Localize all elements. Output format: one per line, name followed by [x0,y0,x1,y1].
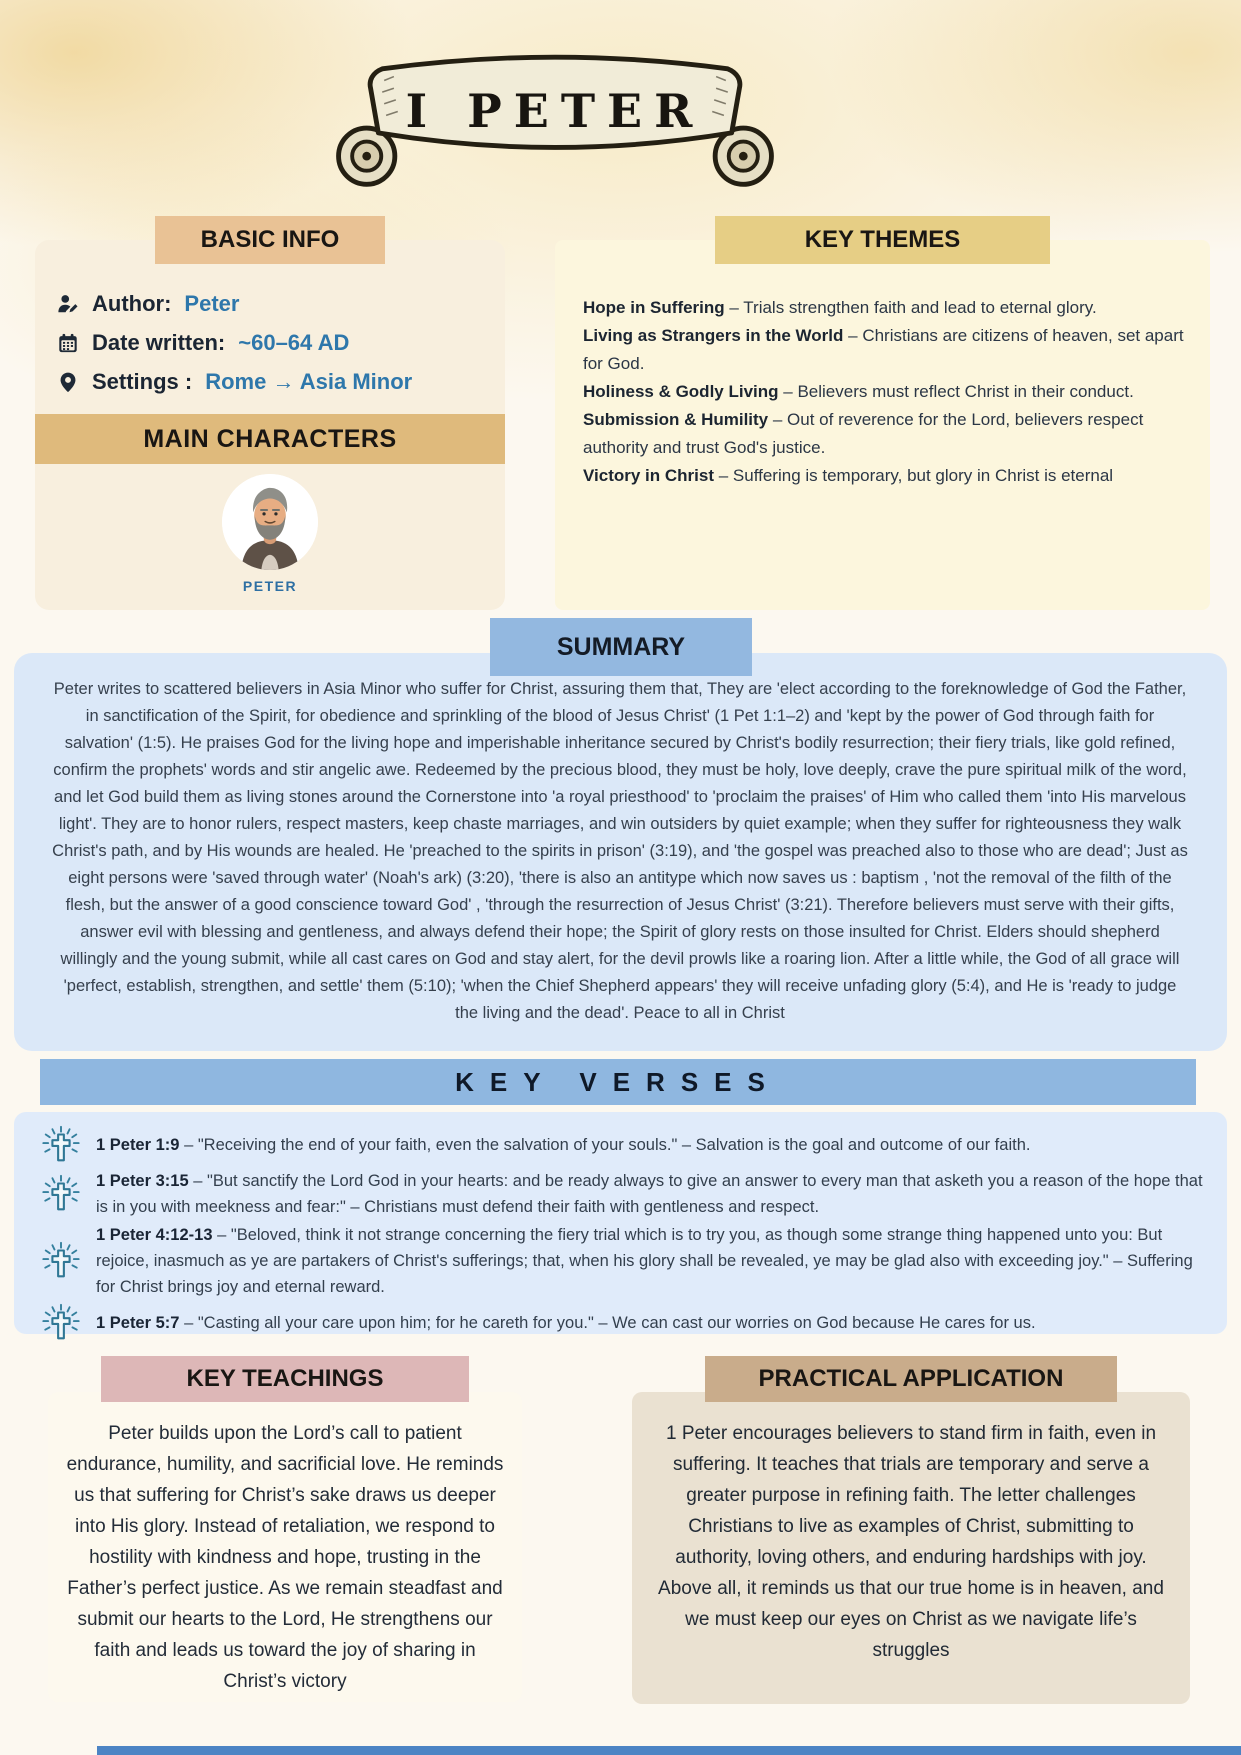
author-label: Author: [92,291,172,316]
verse-text [96,1222,1205,1300]
bottom-accent-bar [97,1746,1241,1755]
page-title: I PETER [405,84,705,138]
theme-name: Hope in Suffering [583,298,725,317]
theme-item [583,462,1185,490]
location-icon [57,371,79,393]
theme-name: Submission & Humility [583,410,769,429]
settings-value: Rome → Asia Minor [205,369,413,394]
verse-body: – "But sanctify the Lord God in your hearts: and be ready always to give an answer to every man that asketh you a reason of the hope that is in you with meekness and fear:" – Christians must defend their faith with gentleness and respect. [96,1172,1203,1216]
summary-header: SUMMARY [490,618,752,676]
verse-item [40,1302,1205,1344]
verse-body: – "Receiving the end of your faith, even the salvation of your souls." – Salvation is the goal and outcome of our faith. [184,1136,1031,1154]
date-written-label: Date written: [92,330,226,355]
key-verses-header: KEY VERSES [40,1059,1196,1105]
theme-name: Living as Strangers in the World [583,326,844,345]
key-themes-header: KEY THEMES [715,216,1050,264]
theme-description: – Out of reverence for the Lord, believers respect authority and trust God's justice. [583,410,1144,457]
theme-name: Victory in Christ [583,466,714,485]
main-characters-header: MAIN CHARACTERS [35,414,505,464]
date-written-field [57,329,487,357]
date-written-value: ~60–64 AD [238,330,350,355]
key-teachings-text: Peter builds upon the Lord’s call to patient endurance, humility, and sacrificial love. He reminds us that suffering for Christ’s sake draws us deeper into His glory. Instead of retaliation, we respond to hostility with kindness and hope, trusting in the Father’s perfect justice. As we remain steadfast and submit our hearts to the Lord, He strengthens our faith and leads us toward the joy of sharing in Christ’s victory [66,1423,504,1692]
theme-description: – Believers must reflect Christ in their conduct. [783,382,1134,401]
key-teachings-header: KEY TEACHINGS [101,1356,469,1402]
verse-body: – "Beloved, think it not strange concerning the fiery trial which is to try you, as though some strange thing happened unto you: But rejoice, inasmuch as ye are partakers of Christ's sufferings; that, when his glory shall be revealed, ye may be glad also with exceeding joy." – Suffering for Christ brings joy and eternal reward. [96,1226,1193,1296]
avatar [222,474,318,570]
practical-application-header: PRACTICAL APPLICATION [705,1356,1117,1402]
character-name: PETER [242,578,298,594]
key-themes-list [583,294,1185,490]
verse-item [40,1222,1205,1300]
theme-description: – Trials strengthen faith and lead to eternal glory. [729,298,1097,317]
peter-avatar-illustration [222,474,318,570]
verse-text [96,1132,1030,1158]
radiant-cross-icon [40,1240,82,1282]
theme-description: – Suffering is temporary, but glory in Christ is eternal [718,466,1114,485]
verse-reference: 1 Peter 3:15 [96,1172,189,1190]
author-field [57,290,487,318]
author-icon [57,293,79,315]
radiant-cross-icon [40,1173,82,1215]
key-verses-list [40,1124,1205,1346]
basic-info-fields [57,290,487,407]
verse-body: – "Casting all your care upon him; for he careth for you." – We can cast our worries on God because He cares for us. [184,1314,1036,1332]
radiant-cross-icon [40,1302,82,1344]
practical-application-text: 1 Peter encourages believers to stand firm in faith, even in suffering. It teaches that trials are temporary and serve a greater purpose in refining faith. The letter challenges Christians to live as examples of Christ, submitting to authority, loving others, and enduring hardships with joy. Above all, it reminds us that our true home is in heaven, and we must keep our eyes on Christ as we navigate life’s struggles [658,1423,1164,1661]
theme-name: Holiness & Godly Living [583,382,779,401]
verse-item [40,1168,1205,1220]
author-value: Peter [184,291,240,316]
theme-description: – Christians are citizens of heaven, set apart for God. [583,326,1184,373]
basic-info-header: BASIC INFO [155,216,385,264]
verse-reference: 1 Peter 1:9 [96,1136,180,1154]
verse-item [40,1124,1205,1166]
settings-label: Settings : [92,369,193,394]
verse-text [96,1310,1036,1336]
verse-reference: 1 Peter 4:12-13 [96,1226,213,1244]
calendar-icon [57,332,79,354]
theme-item [583,406,1185,462]
radiant-cross-icon [40,1124,82,1166]
theme-item [583,378,1185,406]
theme-item [583,322,1185,378]
verse-text [96,1168,1205,1220]
settings-field [57,368,487,396]
verse-reference: 1 Peter 5:7 [96,1314,180,1332]
theme-item [583,294,1185,322]
summary-text: Peter writes to scattered believers in Asia Minor who suffer for Christ, assuring them that, They are 'elect according to the foreknowledge of God the Father, in sanctification of the Spirit, for obedience and sprinkling of the blood of Jesus Christ' (1 Pet 1:1–2) and 'kept by the power of God through faith for salvation' (1:5). He praises God for the living hope and imperishable inheritance secured by Christ's bodily resurrection; their fiery trials, like gold refined, confirm the prophets' words and stir angelic awe. Redeemed by the precious blood, they must be holy, love deeply, crave the pure spiritual milk of the word, and let God build them as living stones around the Cornerstone into 'a royal priesthood' to 'proclaim the praises' of Him who called them 'into His marvelous light'. They are to honor rulers, respect masters, keep chaste marriages, and win outsiders by quiet example; when they suffer for righteousness they walk Christ's path, and by His wounds are healed. He 'preached to the spirits in prison' (3:19), and 'the gospel was preached also to those who are dead'; Just as eight persons were 'saved through water' (Noah's ark) (3:20), 'there is also an antitype which now saves us : baptism , 'not the removal of the filth of the flesh, but the answer of a good conscience toward God' , 'through the resurrection of Jesus Christ' (3:21). Therefore believers must serve with their gifts, answer evil with blessing and gentleness, and always defend their hope; the Spirit of glory rests on those insulted for Christ. Elders should shepherd willingly and the young submit, while all cast cares on God and stay alert, for the devil prowls like a roaring lion. After a little while, the God of all grace will 'perfect, establish, strengthen, and settle' them (5:10); 'when the Chief Shepherd appears' they will receive unfading glory (5:4), and He is 'ready to judge the living and the dead'. Peace to all in Christ [52,680,1188,1022]
